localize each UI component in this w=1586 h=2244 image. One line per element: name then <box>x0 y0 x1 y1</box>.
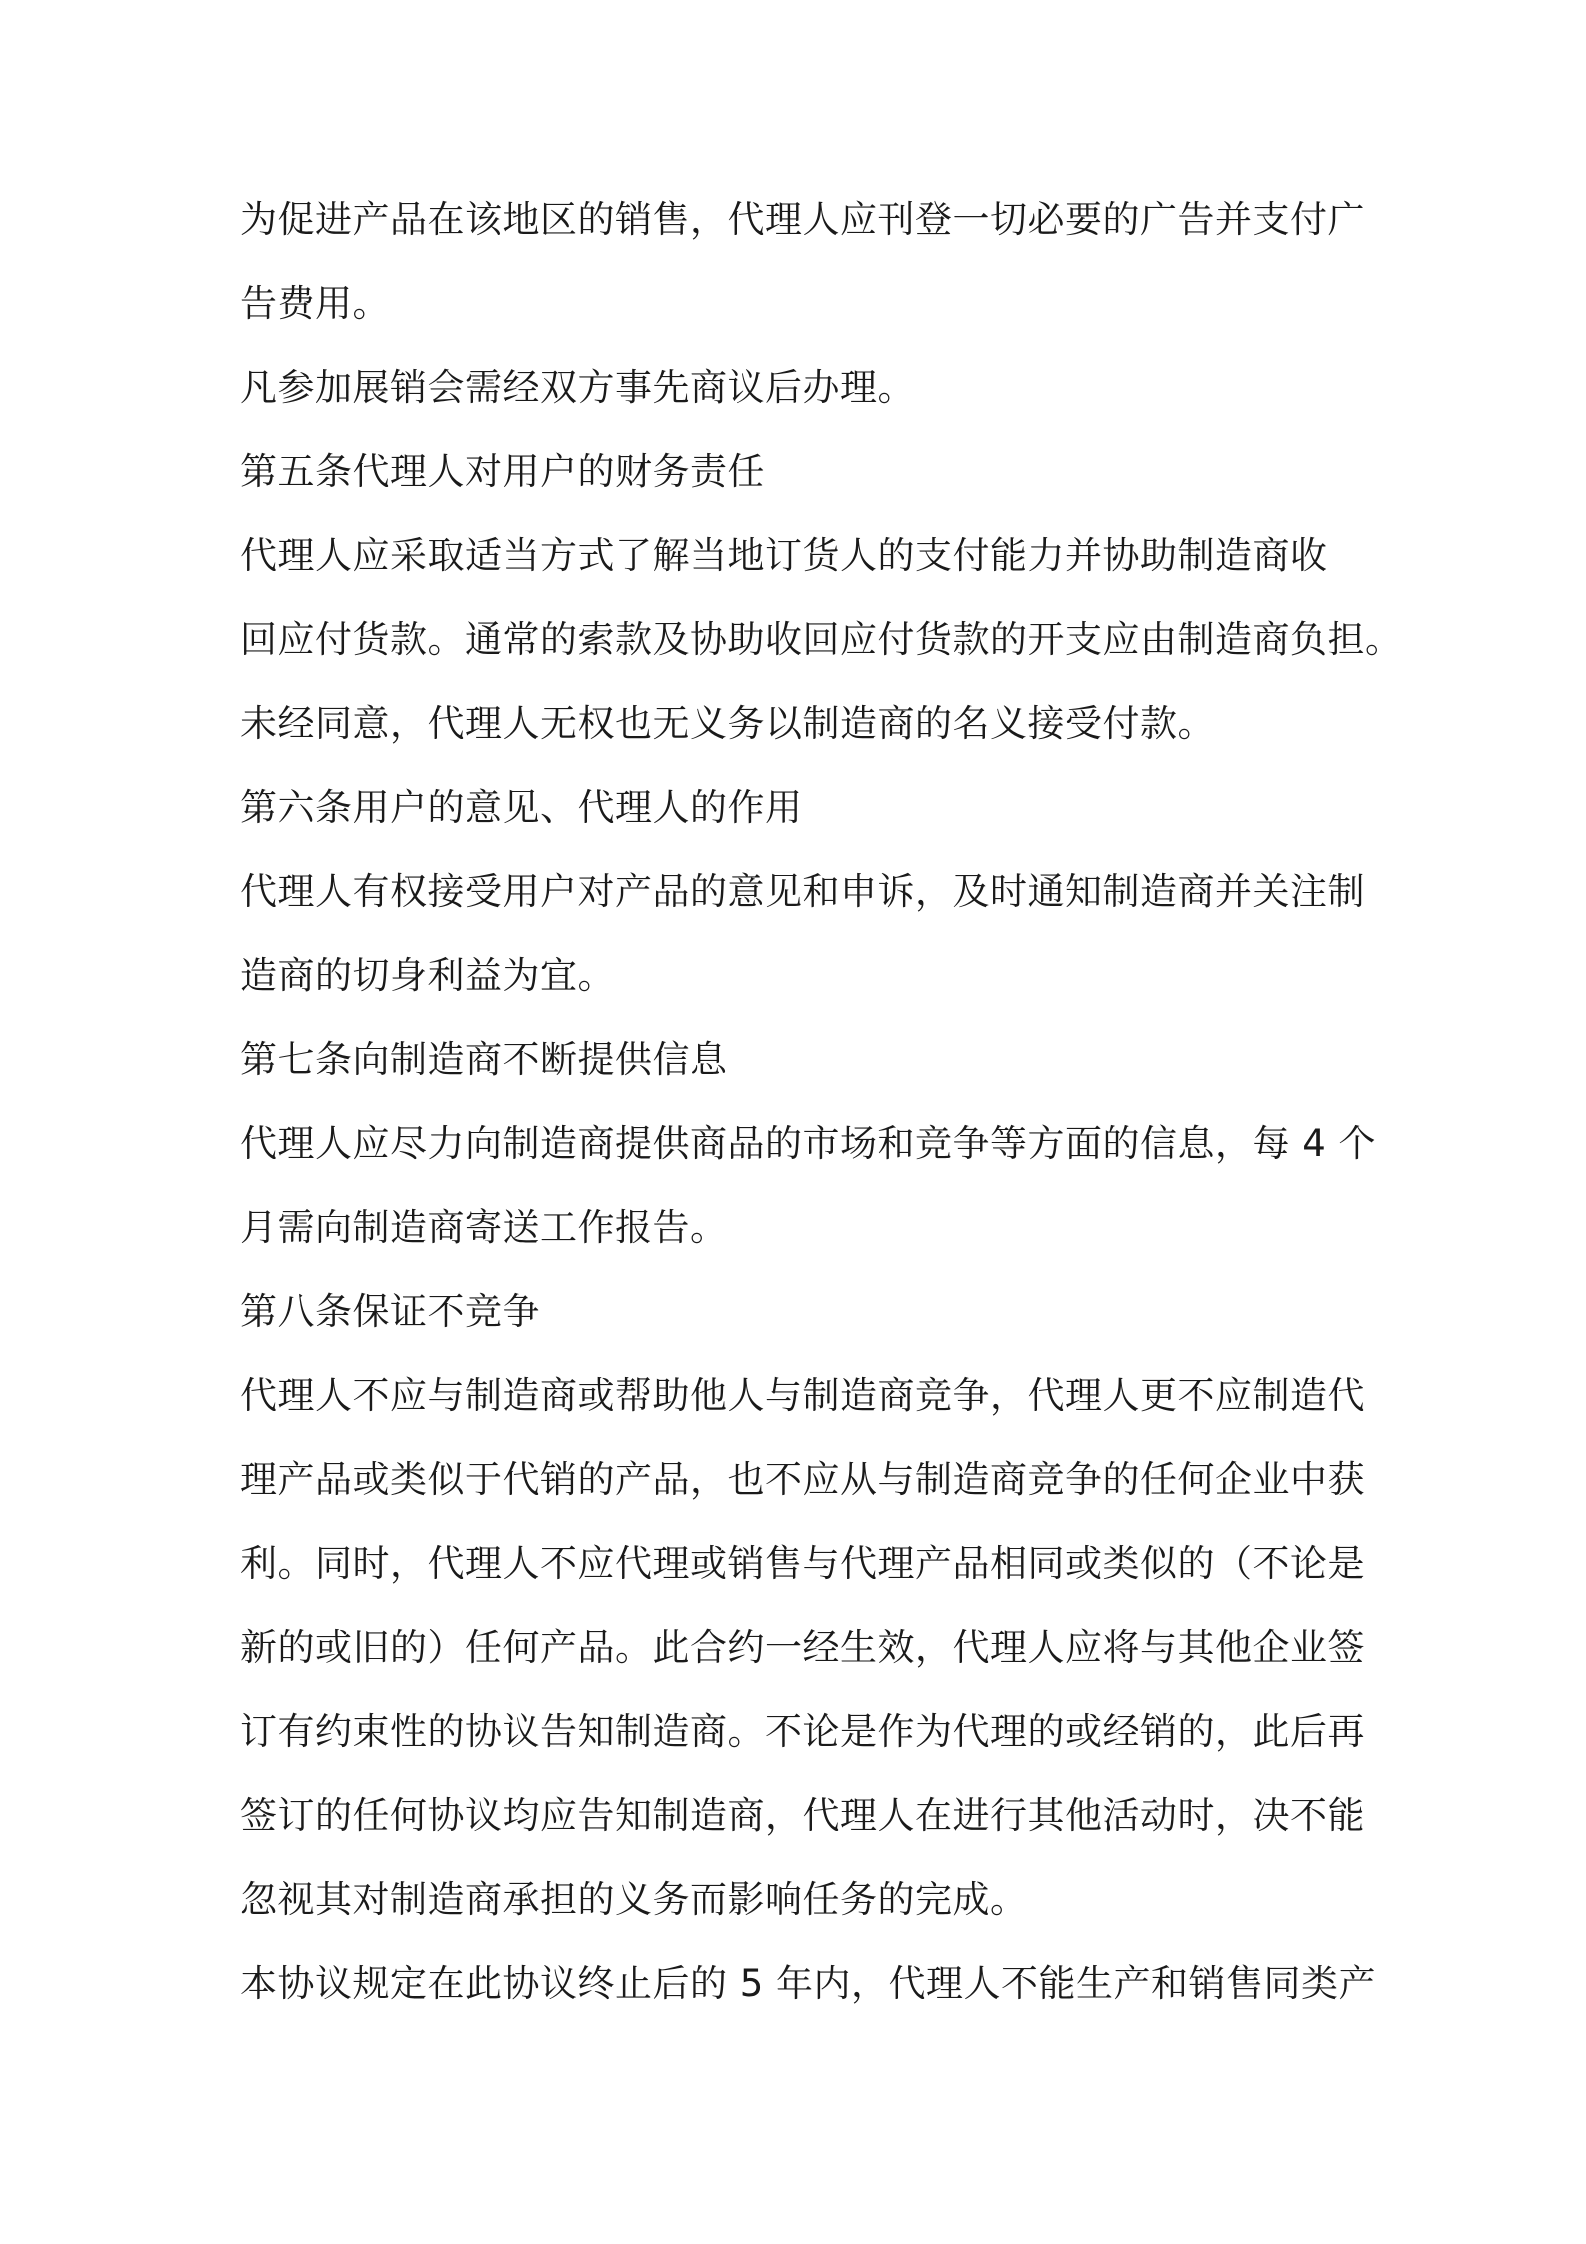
paragraph-line: 月需向制造商寄送工作报告。 <box>240 1206 728 1249</box>
paragraph-line: 为促进产品在该地区的销售，代理人应刊登一切必要的广告并支付广 <box>240 198 1365 241</box>
paragraph-line: 本协议规定在此协议终止后的 5 年内，代理人不能生产和销售同类产 <box>240 1962 1377 2005</box>
paragraph-line: 理产品或类似于代销的产品，也不应从与制造商竞争的任何企业中获 <box>240 1458 1365 1501</box>
paragraph-line: 签订的任何协议均应告知制造商，代理人在进行其他活动时，决不能 <box>240 1794 1365 1837</box>
document-body <box>240 195 1403 2043</box>
section-heading: 第七条向制造商不断提供信息 <box>240 1038 728 1081</box>
paragraph-line: 回应付货款。通常的索款及协助收回应付货款的开支应由制造商负担。 <box>240 618 1403 661</box>
paragraph-line: 告费用。 <box>240 282 390 325</box>
paragraph-line: 新的或旧的）任何产品。此合约一经生效，代理人应将与其他企业签 <box>240 1626 1365 1669</box>
section-heading: 第六条用户的意见、代理人的作用 <box>240 786 803 829</box>
section-heading: 第五条代理人对用户的财务责任 <box>240 450 765 493</box>
paragraph-line: 凡参加展销会需经双方事先商议后办理。 <box>240 366 915 409</box>
paragraph-line: 代理人应尽力向制造商提供商品的市场和竞争等方面的信息，每 4 个 <box>240 1122 1377 1165</box>
paragraph-line: 代理人不应与制造商或帮助他人与制造商竞争，代理人更不应制造代 <box>240 1374 1365 1417</box>
paragraph-line: 代理人应采取适当方式了解当地订货人的支付能力并协助制造商收 <box>240 534 1328 577</box>
section-heading: 第八条保证不竞争 <box>240 1290 540 1333</box>
paragraph-line: 利。同时，代理人不应代理或销售与代理产品相同或类似的（不论是 <box>240 1542 1365 1585</box>
paragraph-line: 忽视其对制造商承担的义务而影响任务的完成。 <box>240 1878 1028 1921</box>
paragraph-line: 未经同意，代理人无权也无义务以制造商的名义接受付款。 <box>240 702 1215 745</box>
paragraph-line: 订有约束性的协议告知制造商。不论是作为代理的或经销的，此后再 <box>240 1710 1365 1753</box>
paragraph-line: 代理人有权接受用户对产品的意见和申诉，及时通知制造商并关注制 <box>240 870 1365 913</box>
paragraph-line: 造商的切身利益为宜。 <box>240 954 615 997</box>
